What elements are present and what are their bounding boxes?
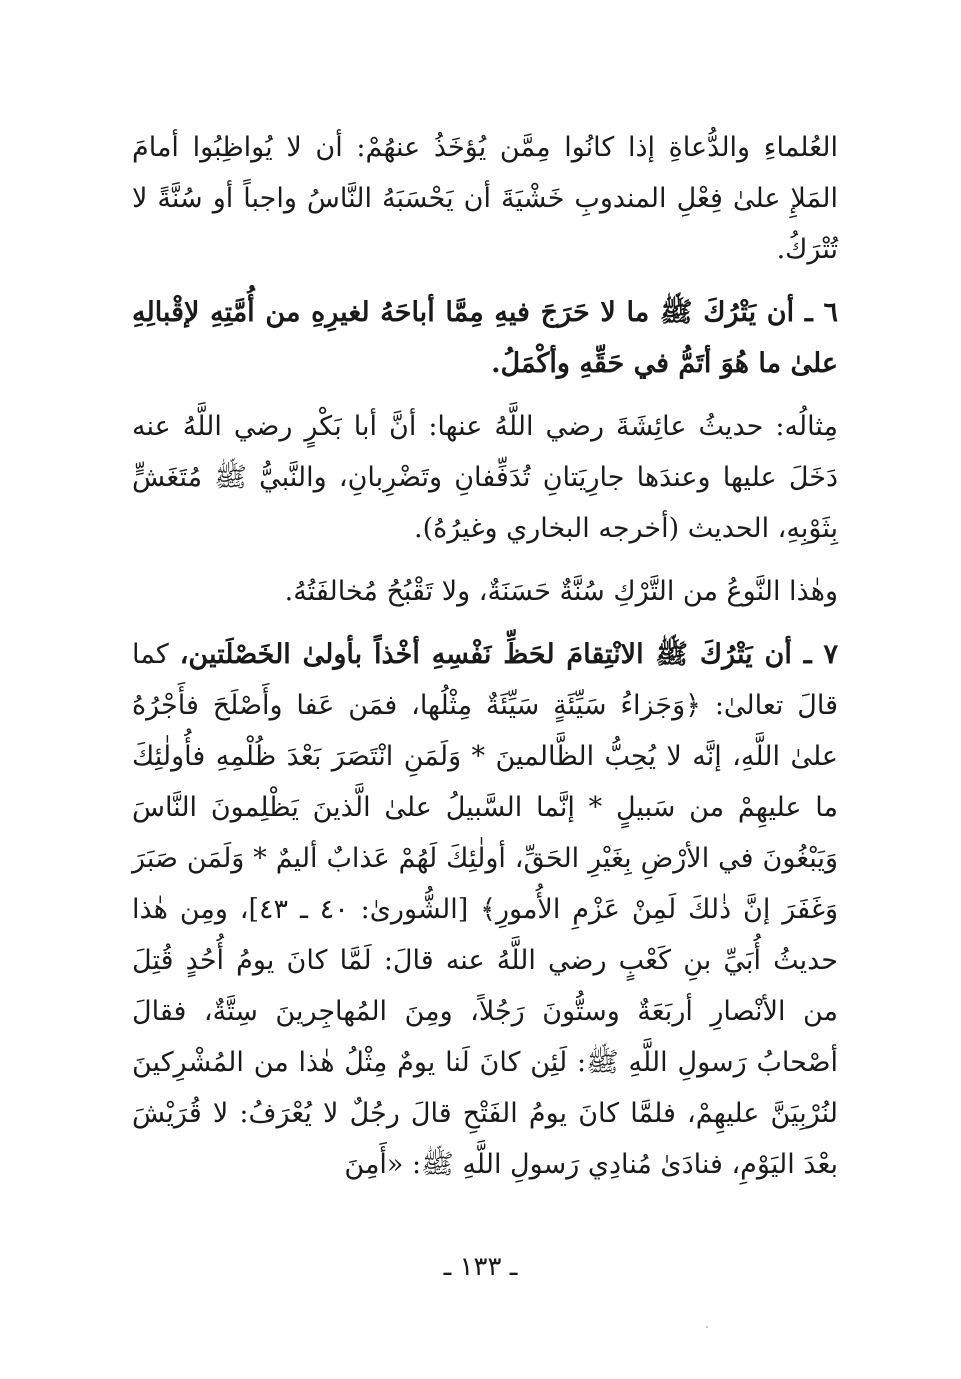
paragraph-ruling: وهٰذا النَّوعُ من التَّرْكِ سُنَّةٌ حَسَنَةٌ، ولا تَقْبُحُ مُخالفَتُهُ. — [284, 576, 838, 607]
paragraph-example: مِثالُه: حديثُ عائِشَةَ رضي اللَّهُ عنها: أنَّ أبا بَكْرٍ رضي اللَّهُ عنه دَخَلَ عليها وعندَها جارِيَتانِ تُدَفِّفانِ وتَضْرِبانِ، والنَّبيُّ ﷺ مُتَغَشٍّ بِثَوْبِهِ، الحديث (أخرجه البخاري وغيرُهُ). — [132, 411, 838, 544]
scan-speck — [706, 1326, 708, 1328]
point-7-heading: ٧ ـ أن يَتْرُكَ ﷺ الانْتِقامَ لحَظِّ نَفْسِهِ أخْذاً بأولىٰ الخَصْلَتين، — [179, 639, 838, 670]
page-number: ـ ١٣٣ ـ — [443, 1252, 518, 1282]
point-6-heading: ٦ ـ أن يَتْرُكَ ﷺ ما لا حَرَجَ فيهِ مِمَّا أباحَهُ لغيرِهِ من أُمَّتِهِ لإقْبالِهِ علىٰ ما هُوَ أتَمُّ في حَقِّهِ وأكْمَلُ. — [132, 297, 838, 379]
point-7-paragraph — [132, 629, 838, 1190]
body-text — [132, 122, 838, 1190]
paragraph-1: العُلماءِ والدُّعاةِ إذا كانُوا مِمَّن يُؤخَذُ عنهُمْ: أن لا يُواظِبُوا أمامَ المَلإِ علىٰ فِعْلِ المندوبِ خَشْيَةَ أن يَحْسَبَهُ النَّاسُ واجباً أو سُنَّةً لا تُتْرَكُ. — [132, 132, 838, 265]
point-7-body: كما قالَ تعالىٰ: ﴿وَجَزاءُ سَيِّئَةٍ سَيِّئَةٌ مِثْلُها، فمَن عَفا وأَصْلَحَ فأَجْرُهُ علىٰ اللَّهِ، إنَّه لا يُحِبُّ الظَّالمينَ * وَلَمَنِ انْتَصَرَ بَعْدَ ظُلْمِهِ فأُولٰئِكَ ما عليهِمْ من سَبيلٍ * إنَّما السَّبيلُ علىٰ الَّذينَ يَظْلِمونَ النَّاسَ وَيَبْغُونَ في الأرْضِ بِغَيْرِ الحَقِّ، أولٰئِكَ لَهُمْ عَذابٌ أليمٌ * وَلَمَن صَبَرَ وَغَفَرَ إنَّ ذٰلكَ لَمِنْ عَزْمِ الأُمورِ﴾ [الشُّورىٰ: ٤٠ ـ ٤٣]، ومِن هٰذا حديثُ أُبَيِّ بنِ كَعْبٍ رضي اللَّهُ عنه قالَ: لَمَّا كانَ يومُ أُحُدٍ قُتِلَ من الأنْصارِ أربَعَةٌ وستُّونَ رَجُلاً، ومِنَ المُهاجِرينَ سِتَّةٌ، فقالَ أصْحابُ رَسولِ اللَّهِ ﷺ: لَئِن كانَ لَنا يومٌ مِثْلُ هٰذا من المُشْرِكينَ لنُرْبِيَنَّ عليهِمْ، فلمَّا كانَ يومُ الفَتْحِ قالَ رجُلٌ لا يُعْرَفُ: لا قُرَيْشَ بعْدَ اليَوْمِ، فنادَىٰ مُنادِي رَسولِ اللَّهِ ﷺ: «أَمِنَ — [132, 639, 838, 1180]
